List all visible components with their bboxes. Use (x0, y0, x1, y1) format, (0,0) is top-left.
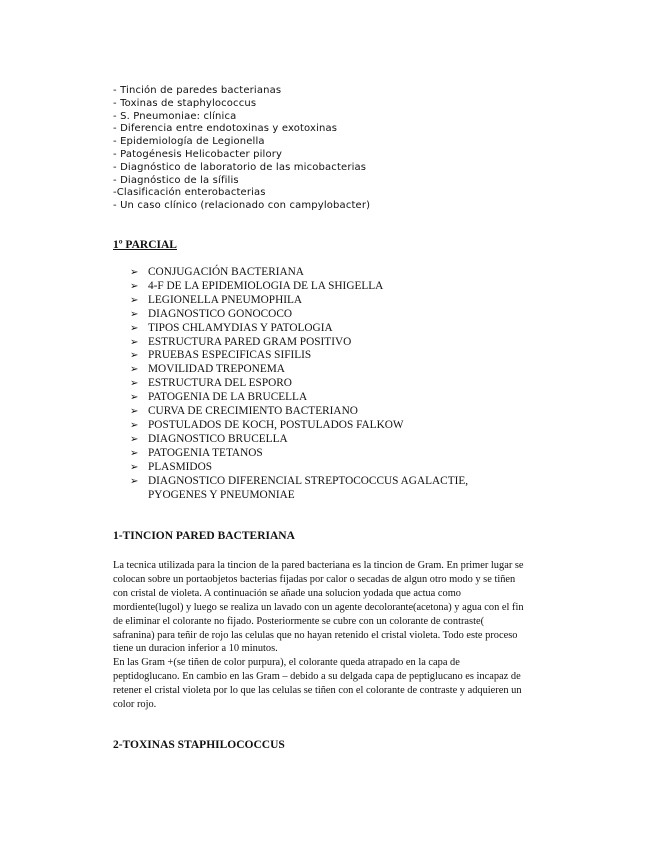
topic-item: - S. Pneumoniae: clínica (113, 110, 237, 122)
parcial-item (130, 322, 508, 336)
arrowhead-bullet-icon: ➢ (130, 433, 139, 445)
arrowhead-bullet-icon: ➢ (130, 336, 139, 348)
arrowhead-bullet-icon: ➢ (130, 267, 139, 278)
topic-item: - Epidemiología de Legionella (113, 136, 265, 148)
parcial-item (130, 266, 508, 280)
parcial-item (130, 336, 508, 350)
arrowhead-bullet-icon: ➢ (130, 392, 139, 404)
parcial-item-label: PATOGENIA TETANOS (148, 446, 263, 459)
arrowhead-bullet-icon: ➢ (130, 280, 139, 292)
toxinas-heading: 2-TOXINAS STAPHILOCOCCUS (113, 739, 285, 751)
arrowhead-bullet-icon: ➢ (130, 419, 139, 431)
parcial-item (130, 419, 508, 433)
topic-item: - Toxinas de staphylococcus (113, 97, 257, 109)
arrowhead-bullet-icon: ➢ (130, 406, 139, 418)
parcial-item (130, 447, 508, 461)
parcial-item-label: MOVILIDAD TREPONEMA (148, 363, 285, 376)
parcial-item-label: CURVA DE CRECIMIENTO BACTERIANO (148, 405, 358, 418)
tincion-body (113, 559, 525, 712)
topic-item: - Diagnóstico de la sífilis (113, 174, 239, 186)
parcial-item-label: CONJUGACIÓN BACTERIANA (148, 266, 304, 278)
parcial-item-label: 4-F DE LA EPIDEMIOLOGIA DE LA SHIGELLA (148, 279, 384, 292)
arrowhead-bullet-icon: ➢ (130, 350, 139, 362)
topic-item: - Diagnóstico de laboratorio de las micobacterias (113, 161, 367, 173)
arrowhead-bullet-icon: ➢ (130, 308, 139, 320)
arrowhead-bullet-icon: ➢ (130, 322, 139, 334)
parcial-item-label: DIAGNOSTICO DIFERENCIAL STREPTOCOCCUS AGALACTIE, PYOGENES Y PNEUMONIAE (148, 474, 469, 501)
parcial-item (130, 280, 508, 294)
topic-item: - Diferencia entre endotoxinas y exotoxinas (113, 123, 338, 135)
parcial-item-label: POSTULADOS DE KOCH, POSTULADOS FALKOW (148, 418, 404, 431)
parcial-item-label: LEGIONELLA PNEUMOPHILA (148, 293, 303, 306)
parcial-item (130, 405, 508, 419)
tincion-heading: 1-TINCION PARED BACTERIANA (113, 530, 295, 542)
parcial-item (130, 377, 508, 391)
parcial-item-label: PRUEBAS ESPECIFICAS SIFILIS (148, 349, 312, 362)
parcial-item-label: TIPOS CHLAMYDIAS Y PATOLOGIA (148, 321, 333, 334)
arrowhead-bullet-icon: ➢ (130, 461, 139, 473)
parcial-item (130, 475, 508, 503)
parcial-list (130, 266, 508, 502)
parcial-item (130, 433, 508, 447)
topics-list (113, 85, 370, 213)
parcial-heading: 1º PARCIAL (113, 239, 177, 251)
parcial-item-label: PATOGENIA DE LA BRUCELLA (148, 391, 308, 404)
parcial-item (130, 461, 508, 475)
parcial-item (130, 349, 508, 363)
topic-item: - Tinción de paredes bacterianas (113, 85, 282, 96)
arrowhead-bullet-icon: ➢ (130, 294, 139, 306)
parcial-item-label: DIAGNOSTICO BRUCELLA (148, 432, 288, 445)
arrowhead-bullet-icon: ➢ (130, 447, 139, 459)
arrowhead-bullet-icon: ➢ (130, 364, 139, 376)
arrowhead-bullet-icon: ➢ (130, 378, 139, 390)
parcial-item (130, 294, 508, 308)
arrowhead-bullet-icon: ➢ (130, 475, 139, 487)
parcial-item (130, 308, 508, 322)
parcial-item-label: ESTRUCTURA DEL ESPORO (148, 377, 292, 390)
topic-item: -Clasificación enterobacterias (113, 187, 266, 199)
parcial-item-label: PLASMIDOS (148, 460, 213, 473)
tincion-paragraph: La tecnica utilizada para la tincion de la pared bacteriana es la tincion de Gram. En primer lugar se colocan sobre un portaobjetos bacterias fijadas por calor o secadas de algun otro modo y se tiñen con cristal de violeta. A continuación se añade una solucion yodada que actua como mordiente(lugol) y luego se realiza un lavado con un agente decolorante(acetona) y agua con el fin de eliminar el colorante no fijado. Posteriormente se cubre con un colorante de contraste( safranina) para teñir de rojo las celulas que no hayan retenido el cristal violeta. Todo este proceso tiene un duracion inferior a 10 minutos. (113, 560, 524, 655)
parcial-item-label: ESTRUCTURA PARED GRAM POSITIVO (148, 335, 352, 348)
parcial-item (130, 363, 508, 377)
topic-item: - Un caso clínico (relacionado con campylobacter) (113, 200, 371, 212)
topic-item: - Patogénesis Helicobacter pilory (113, 148, 283, 160)
parcial-item-label: DIAGNOSTICO GONOCOCO (148, 307, 293, 320)
tincion-paragraph: En las Gram +(se tiñen de color purpura), el colorante queda atrapado en la capa de peptidoglucano. En cambio en las Gram – debido a su delgada capa de peptiglucano es incapaz de retener el cristal violeta por lo que las celulas se tiñen con el colorante de contraste y adquieren un color rojo. (113, 657, 522, 711)
parcial-item (130, 391, 508, 405)
